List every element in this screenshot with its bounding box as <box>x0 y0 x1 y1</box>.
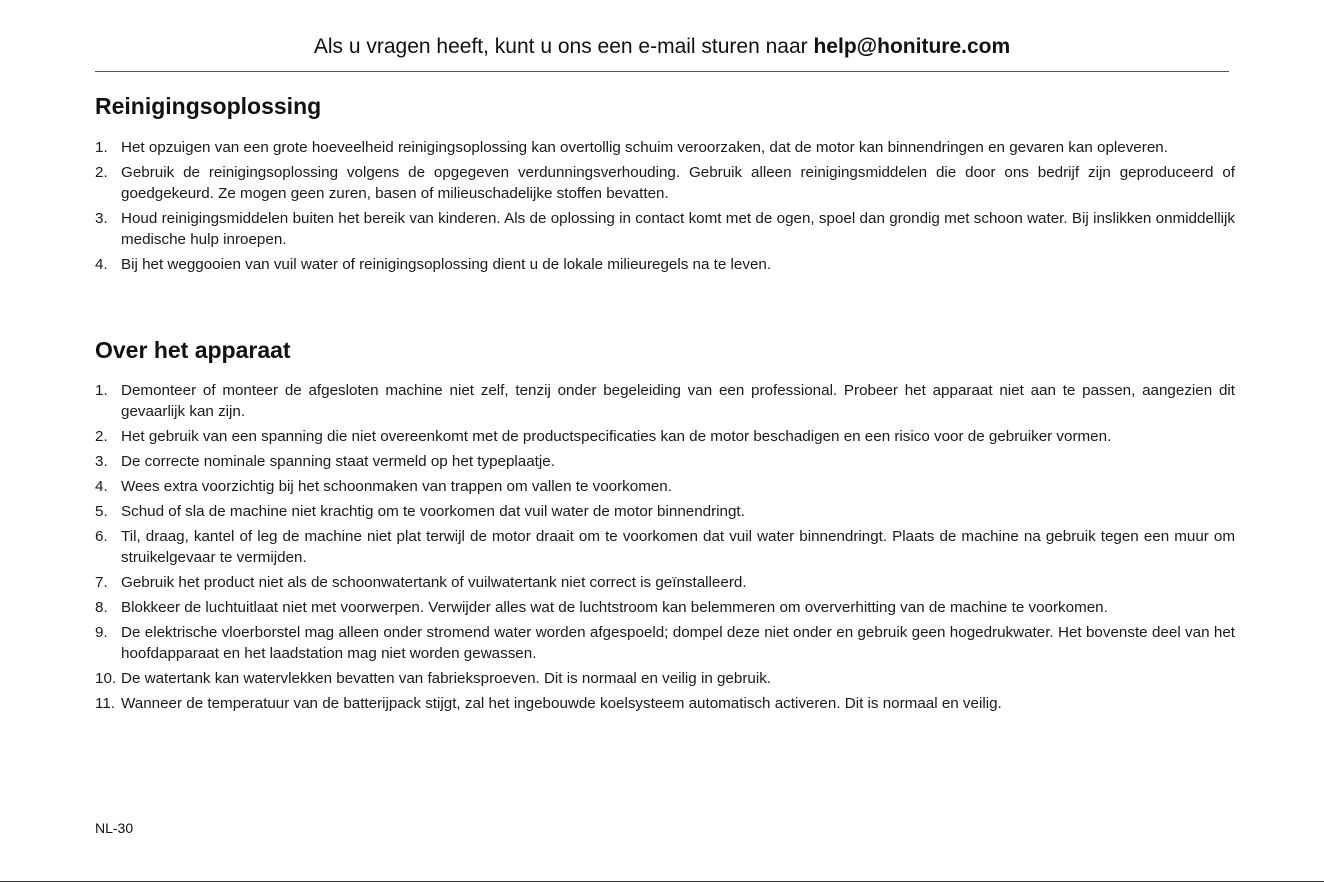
list-item <box>95 476 1235 497</box>
item-text: Houd reinigingsmiddelen buiten het bereik van kinderen. Als de oplossing in contact komt met de ogen, spoel dan grondig met schoon water. Bij inslikken onmiddellijk medische hulp inroepen. <box>121 210 1235 248</box>
list-item <box>95 622 1235 664</box>
contact-email[interactable]: help@honiture.com <box>813 35 1011 58</box>
page-header <box>95 32 1229 62</box>
item-number: 3. <box>95 453 108 470</box>
list-item <box>95 572 1235 593</box>
list-item <box>95 137 1235 158</box>
item-text: Bij het weggooien van vuil water of reinigingsoplossing dient u de lokale milieuregels na te leven. <box>121 256 772 273</box>
item-number: 5. <box>95 503 108 520</box>
item-text: Wees extra voorzichtig bij het schoonmaken van trappen om vallen te voorkomen. <box>121 478 672 495</box>
item-text: Demonteer of monteer de afgesloten machine niet zelf, tenzij onder begeleiding van een professional. Probeer het apparaat niet aan te passen, aangezien dit gevaarlijk kan zijn. <box>121 382 1235 420</box>
page-bottom-edge <box>0 881 1324 882</box>
item-text: Blokkeer de luchtuitlaat niet met voorwerpen. Verwijder alles wat de luchtstroom kan belemmeren om oververhitting van de machine te voorkomen. <box>121 599 1108 616</box>
item-text: Til, draag, kantel of leg de machine niet plat terwijl de motor draait om te voorkomen dat vuil water binnendringt. Plaats de machine na gebruik tegen een muur om struikelgevaar te vermijden. <box>121 528 1235 566</box>
item-number: 10. <box>95 670 117 687</box>
header-text: Als u vragen heeft, kunt u ons een e-mail sturen naar <box>313 35 814 58</box>
list-item <box>95 380 1235 422</box>
page-number: NL-30 <box>95 820 134 836</box>
list-item <box>95 693 1235 714</box>
item-number: 2. <box>95 164 108 181</box>
item-number: 9. <box>95 624 108 641</box>
list-item <box>95 162 1235 204</box>
item-text: Wanneer de temperatuur van de batterijpack stijgt, zal het ingebouwde koelsysteem automatisch activeren. Dit is normaal en veilig. <box>121 695 1002 712</box>
list-item <box>95 526 1235 568</box>
list-item <box>95 668 1235 689</box>
list-item <box>95 208 1235 250</box>
list-item <box>95 451 1235 472</box>
cleaning-solution-list <box>95 137 1235 279</box>
header-divider <box>95 71 1229 72</box>
section-title-about-device: Over het apparaat <box>95 337 291 363</box>
section-title-cleaning-solution: Reinigingsoplossing <box>95 93 322 119</box>
item-number: 1. <box>95 139 108 156</box>
item-number: 4. <box>95 256 108 273</box>
item-text: Schud of sla de machine niet krachtig om te voorkomen dat vuil water de motor binnendringt. <box>121 503 745 520</box>
item-number: 11. <box>95 695 115 712</box>
item-text: De correcte nominale spanning staat vermeld op het typeplaatje. <box>121 453 555 470</box>
list-item <box>95 501 1235 522</box>
item-number: 1. <box>95 382 108 399</box>
item-number: 4. <box>95 478 108 495</box>
item-text: Gebruik de reinigingsoplossing volgens de opgegeven verdunningsverhouding. Gebruik alleen reinigingsmiddelen die door ons bedrijf zijn geproduceerd of goedgekeurd. Ze mogen geen zuren, basen of milieuschadelijke stoffen bevatten. <box>121 164 1235 202</box>
item-text: De elektrische vloerborstel mag alleen onder stromend water worden afgespoeld; dompel deze niet onder en gebruik geen hogedrukwater. Het bovenste deel van het hoofdapparaat en het laadstation mag niet worden gewassen. <box>121 624 1235 662</box>
item-text: Het opzuigen van een grote hoeveelheid reinigingsoplossing kan overtollig schuim veroorzaken, dat de motor kan binnendringen en gevaren kan opleveren. <box>121 139 1168 156</box>
about-device-list <box>95 380 1235 718</box>
item-text: Gebruik het product niet als de schoonwatertank of vuilwatertank niet correct is geïnstalleerd. <box>121 574 747 591</box>
list-item <box>95 597 1235 618</box>
list-item <box>95 426 1235 447</box>
item-number: 8. <box>95 599 108 616</box>
item-number: 3. <box>95 210 108 227</box>
item-text: De watertank kan watervlekken bevatten van fabrieksproeven. Dit is normaal en veilig in gebruik. <box>121 670 772 687</box>
item-number: 7. <box>95 574 108 591</box>
item-number: 2. <box>95 428 108 445</box>
list-item <box>95 254 1235 275</box>
item-number: 6. <box>95 528 108 545</box>
item-text: Het gebruik van een spanning die niet overeenkomt met de productspecificaties kan de motor beschadigen en een risico voor de gebruiker vormen. <box>121 428 1112 445</box>
